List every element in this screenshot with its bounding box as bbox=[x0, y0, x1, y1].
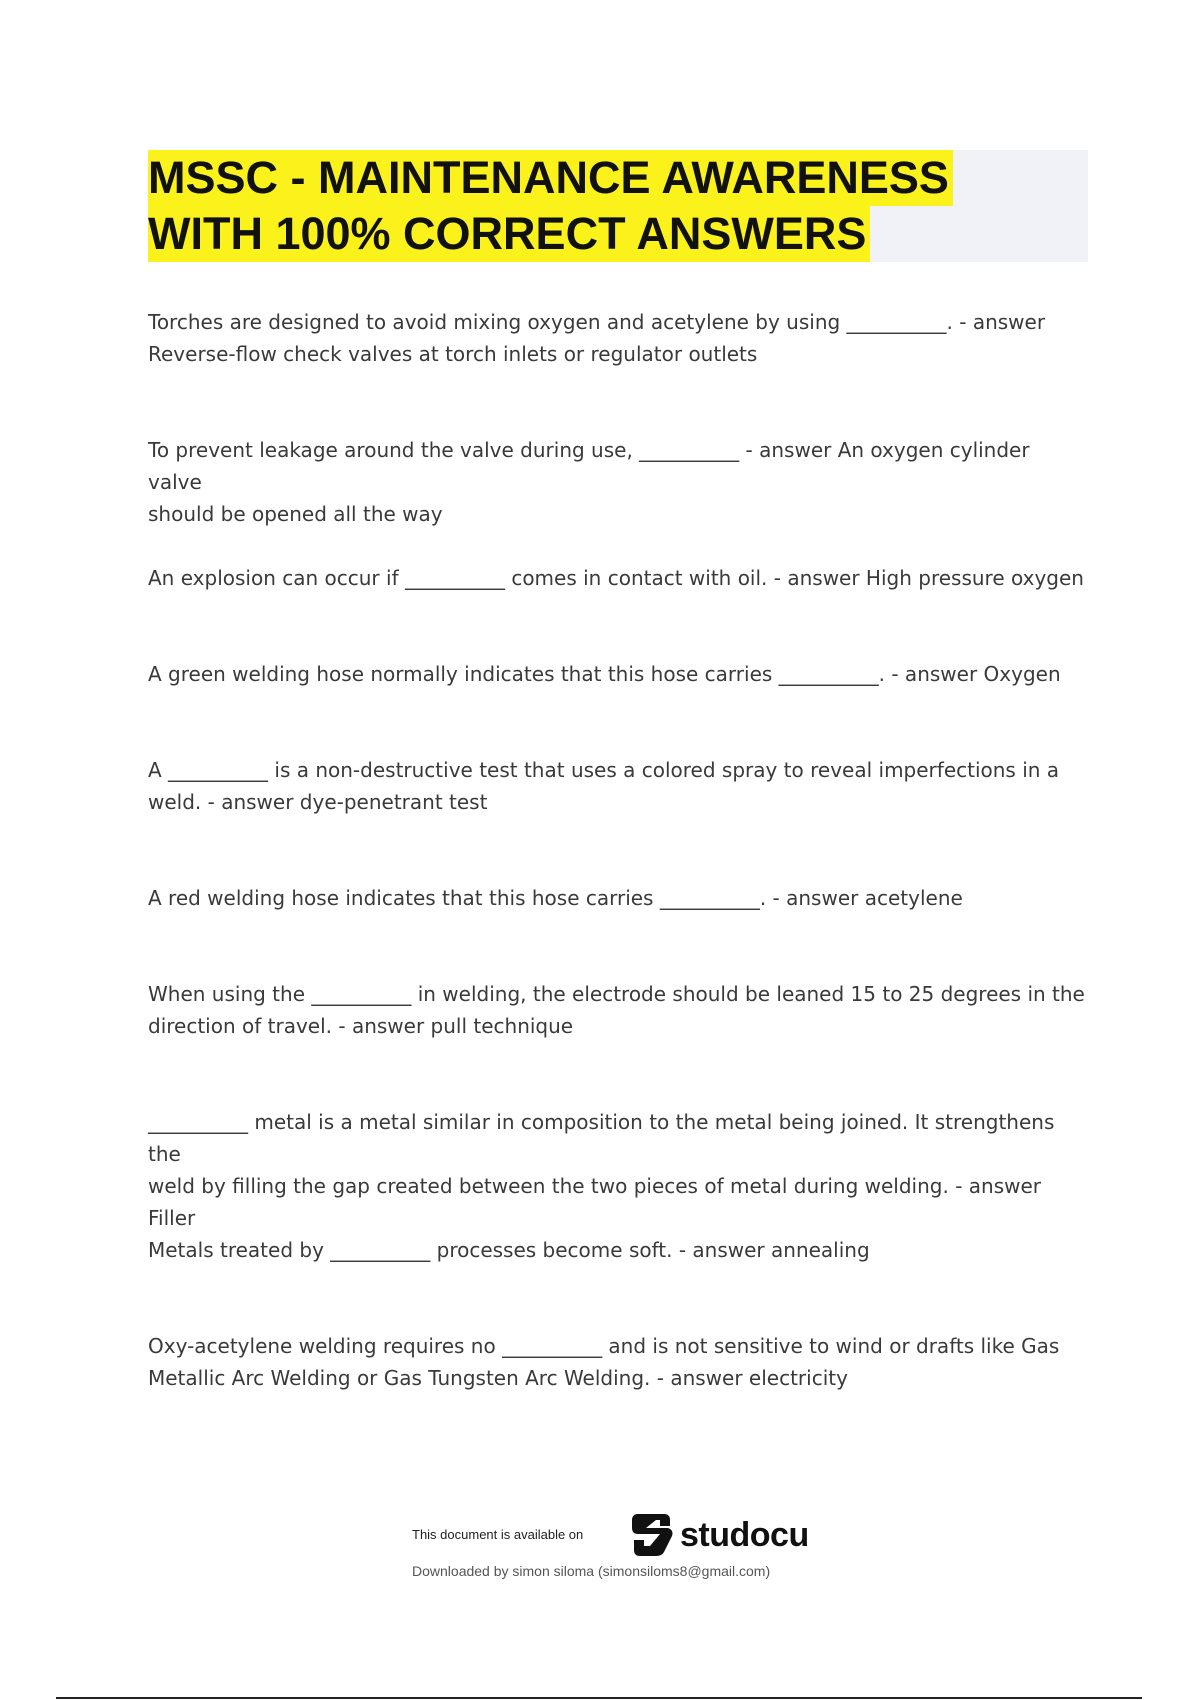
studocu-logo[interactable] bbox=[630, 1511, 809, 1559]
qa-item: A red welding hose indicates that this hose carries __________. - answer acetylene bbox=[148, 886, 963, 910]
question-answer-list bbox=[148, 306, 1088, 1394]
page-bottom-rule bbox=[56, 1697, 1142, 1699]
studocu-logo-icon bbox=[630, 1512, 674, 1558]
studocu-footer bbox=[0, 1508, 1200, 1588]
document-title bbox=[148, 150, 953, 262]
qa-item: A green welding hose normally indicates that this hose carries __________. - answer Oxygen bbox=[148, 662, 1061, 686]
qa-item: When using the __________ in welding, the electrode should be leaned 15 to 25 degrees in the direction of travel. - answer pull technique bbox=[148, 982, 1085, 1038]
qa-item: Oxy-acetylene welding requires no __________ and is not sensitive to wind or drafts like Gas Metallic Arc Welding or Gas Tungsten Arc Welding. - answer electricity bbox=[148, 1334, 1060, 1390]
studocu-brand-text: studocu bbox=[680, 1515, 809, 1554]
downloaded-by-text: Downloaded by simon siloma (simonsiloms8@gmail.com) bbox=[412, 1563, 771, 1579]
qa-item: __________ metal is a metal similar in composition to the metal being joined. It strengthens the weld by filling the gap created between the two pieces of metal during welding. - answer Filler bbox=[148, 1110, 1055, 1230]
title-line: MSSC - MAINTENANCE AWARENESS bbox=[148, 150, 953, 206]
qa-item: Torches are designed to avoid mixing oxygen and acetylene by using __________. - answer Reverse-flow check valves at torch inlets or regulator outlets bbox=[148, 310, 1046, 366]
qa-item: Metals treated by __________ processes become soft. - answer annealing bbox=[148, 1238, 870, 1262]
qa-item: A __________ is a non-destructive test that uses a colored spray to reveal imperfections in a weld. - answer dye-penetrant test bbox=[148, 758, 1060, 814]
title-line: WITH 100% CORRECT ANSWERS bbox=[148, 206, 870, 262]
qa-item: An explosion can occur if __________ comes in contact with oil. - answer High pressure oxygen bbox=[148, 566, 1084, 590]
available-on-text: This document is available on bbox=[412, 1527, 584, 1542]
qa-item: To prevent leakage around the valve during use, __________ - answer An oxygen cylinder valve should be opened all the way bbox=[148, 438, 1030, 526]
